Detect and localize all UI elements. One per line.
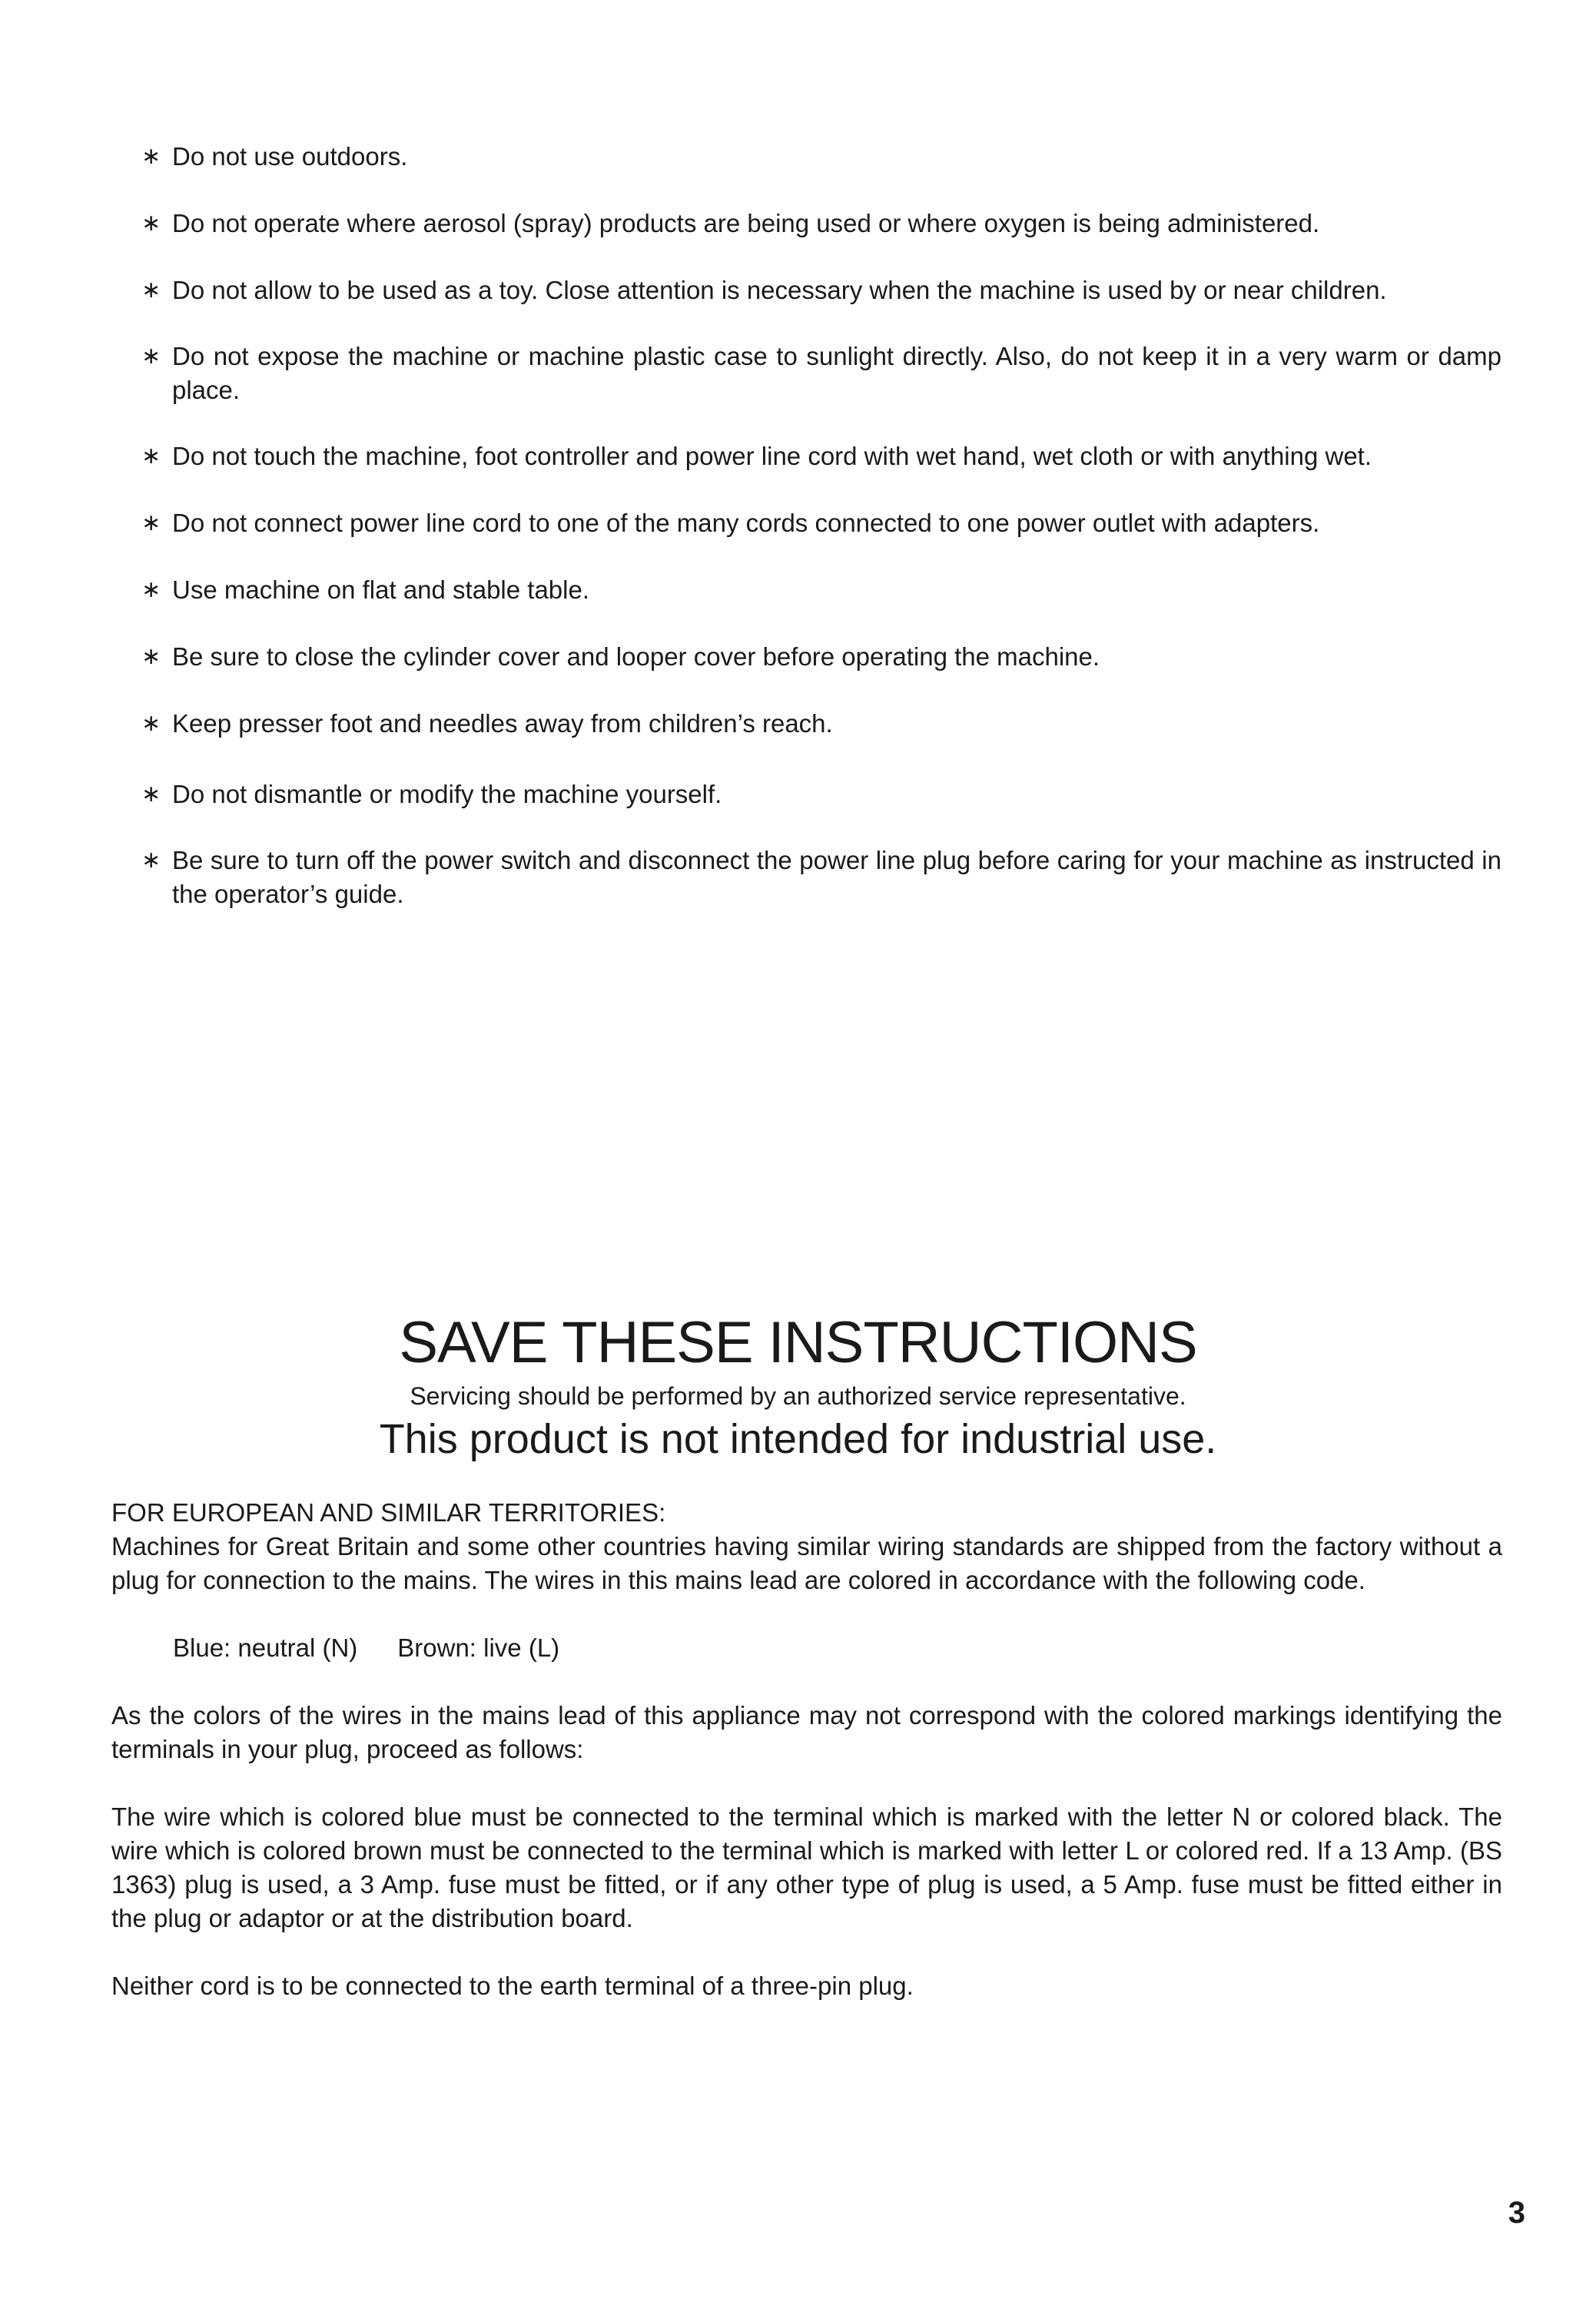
asterisk-bullet-icon: ∗ xyxy=(141,847,161,873)
service-note: Servicing should be performed by an authorized service representative. xyxy=(410,1382,1186,1410)
save-instructions-heading: SAVE THESE INSTRUCTIONS xyxy=(399,1310,1197,1375)
list-item xyxy=(141,140,1501,174)
asterisk-bullet-icon: ∗ xyxy=(141,144,161,169)
list-item xyxy=(141,207,1501,240)
asterisk-bullet-icon: ∗ xyxy=(141,781,161,807)
colors-note-paragraph: As the colors of the wires in the mains lead of this appliance may not correspond with the colored markings identifying the terminals in your plug, proceed as follows: xyxy=(111,1701,1502,1763)
blue-wire-label: Blue: neutral (N) xyxy=(173,1633,358,1662)
asterisk-bullet-icon: ∗ xyxy=(141,343,161,369)
list-item-text: Be sure to turn off the power switch and disconnect the power line plug before caring for your machine as instructed in the operator’s guide. xyxy=(172,846,1501,908)
asterisk-bullet-icon: ∗ xyxy=(141,277,161,303)
european-wiring-section xyxy=(111,1496,1502,2003)
list-item-text: Use machine on flat and stable table. xyxy=(172,575,590,604)
list-item xyxy=(141,340,1501,407)
wiring-instructions-paragraph: The wire which is colored blue must be connected to the terminal which is marked with the letter N or colored black. The wire which is colored brown must be connected to the terminal which is marked with letter L or colored red. If a 13 Amp. (BS 1363) plug is used, a 3 Amp. fuse must be fitted, or if any other type of plug is used, a 5 Amp. fuse must be fitted either in the plug or adaptor or at the distribution board. xyxy=(111,1803,1502,1932)
list-item-text: Be sure to close the cylinder cover and looper cover before operating the machine. xyxy=(172,642,1100,671)
list-item-text: Keep presser foot and needles away from children’s reach. xyxy=(172,709,833,738)
wire-color-code xyxy=(111,1631,1502,1665)
list-item-text: Do not touch the machine, foot controller and power line cord with wet hand, wet cloth or with anything wet. xyxy=(172,442,1372,470)
page-number: 3 xyxy=(1508,2196,1525,2230)
list-item xyxy=(141,506,1501,540)
list-item-text: Do not use outdoors. xyxy=(172,142,408,171)
list-item xyxy=(141,439,1501,473)
list-item-text: Do not expose the machine or machine plastic case to sunlight directly. Also, do not keep it in a very warm or damp place. xyxy=(172,342,1501,404)
asterisk-bullet-icon: ∗ xyxy=(141,443,161,469)
list-item-text: Do not dismantle or modify the machine yourself. xyxy=(172,780,722,808)
asterisk-bullet-icon: ∗ xyxy=(141,644,161,669)
earth-note-paragraph: Neither cord is to be connected to the earth terminal of a three-pin plug. xyxy=(111,1972,914,2000)
list-item-text: Do not connect power line cord to one of the many cords connected to one power outlet with adapters. xyxy=(172,509,1320,537)
asterisk-bullet-icon: ∗ xyxy=(141,577,161,602)
industrial-use-note: This product is not intended for industrial use. xyxy=(379,1416,1217,1462)
brown-wire-label: Brown: live (L) xyxy=(397,1633,560,1662)
list-item-text: Do not operate where aerosol (spray) products are being used or where oxygen is being administered. xyxy=(172,209,1320,237)
section-title: FOR EUROPEAN AND SIMILAR TERRITORIES: xyxy=(111,1498,666,1527)
safety-precautions-list xyxy=(141,140,1501,911)
list-item xyxy=(141,640,1501,674)
list-item xyxy=(141,707,1501,741)
list-item xyxy=(141,573,1501,607)
list-item xyxy=(141,778,1501,811)
list-item xyxy=(141,274,1501,307)
list-item xyxy=(141,844,1501,911)
asterisk-bullet-icon: ∗ xyxy=(141,211,161,236)
asterisk-bullet-icon: ∗ xyxy=(141,510,161,536)
list-item-text: Do not allow to be used as a toy. Close attention is necessary when the machine is used by or near children. xyxy=(172,276,1387,304)
intro-paragraph: Machines for Great Britain and some other countries having similar wiring standards are shipped from the factory without a plug for connection to the mains. The wires in this mains lead are colored in accordance with the following code. xyxy=(111,1532,1502,1594)
asterisk-bullet-icon: ∗ xyxy=(141,711,161,736)
